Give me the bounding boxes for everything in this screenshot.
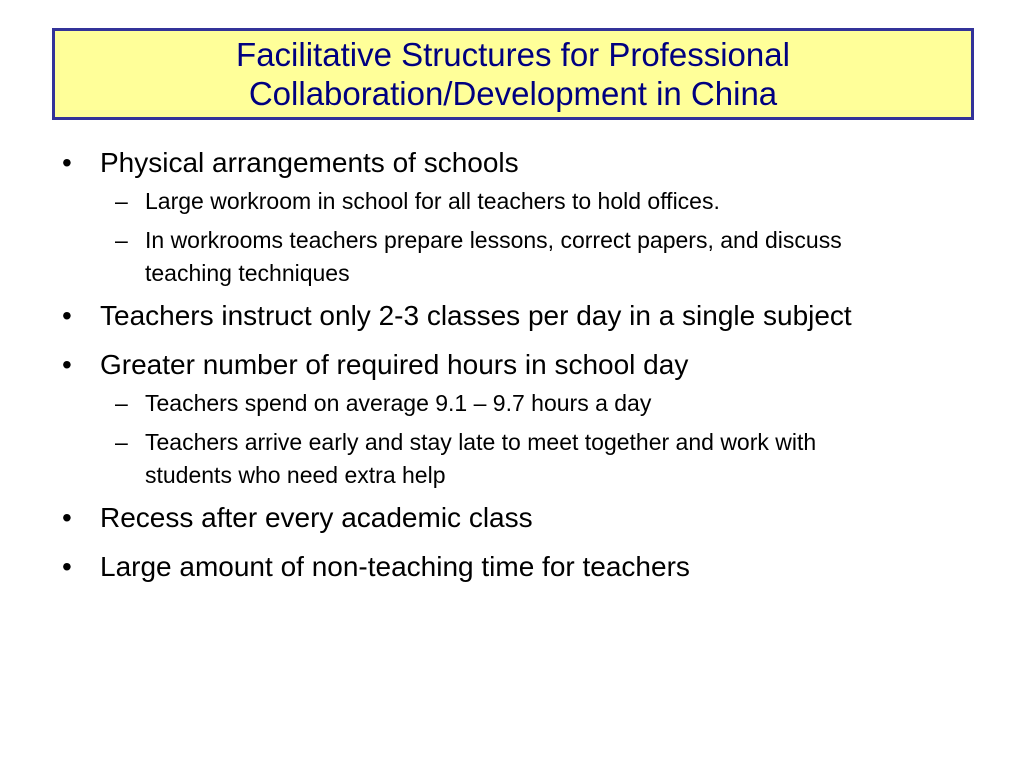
sub-bullet-item [100, 426, 880, 492]
dash-marker: – [115, 188, 128, 214]
bullet-text: Large amount of non-teaching time for teachers [100, 551, 690, 582]
bullet-list [60, 143, 960, 596]
sub-bullet-item [100, 224, 880, 290]
sub-bullet-item [100, 387, 880, 420]
slide-title: Facilitative Structures for Professional Collaboration/Development in China [236, 36, 790, 112]
sub-bullet-list [60, 384, 960, 492]
sub-bullet-text: Large workroom in school for all teachers to hold offices. [145, 188, 720, 214]
dash-marker: – [115, 227, 128, 253]
bullet-text: Greater number of required hours in school day [100, 349, 689, 380]
bullet-marker: • [62, 502, 72, 533]
bullet-item [60, 547, 920, 586]
dash-marker: – [115, 390, 128, 416]
bullet-item [60, 345, 920, 384]
bullet-text: Teachers instruct only 2-3 classes per day in a single subject [100, 300, 852, 331]
slide-title-box [52, 28, 974, 120]
sub-bullet-text: Teachers arrive early and stay late to meet together and work with students who need extra help [145, 429, 817, 488]
bullet-marker: • [62, 551, 72, 582]
bullet-item [60, 296, 920, 335]
sub-bullet-list [60, 182, 960, 290]
bullet-marker: • [62, 349, 72, 380]
sub-bullet-text: Teachers spend on average 9.1 – 9.7 hours a day [145, 390, 652, 416]
bullet-marker: • [62, 300, 72, 331]
sub-bullet-group [60, 182, 960, 290]
bullet-text: Physical arrangements of schools [100, 147, 519, 178]
bullet-item [60, 143, 920, 182]
sub-bullet-text: In workrooms teachers prepare lessons, correct papers, and discuss teaching techniques [145, 227, 842, 286]
bullet-marker: • [62, 147, 72, 178]
bullet-text: Recess after every academic class [100, 502, 533, 533]
bullet-item [60, 498, 920, 537]
dash-marker: – [115, 429, 128, 455]
sub-bullet-item [100, 185, 880, 218]
sub-bullet-group [60, 384, 960, 492]
